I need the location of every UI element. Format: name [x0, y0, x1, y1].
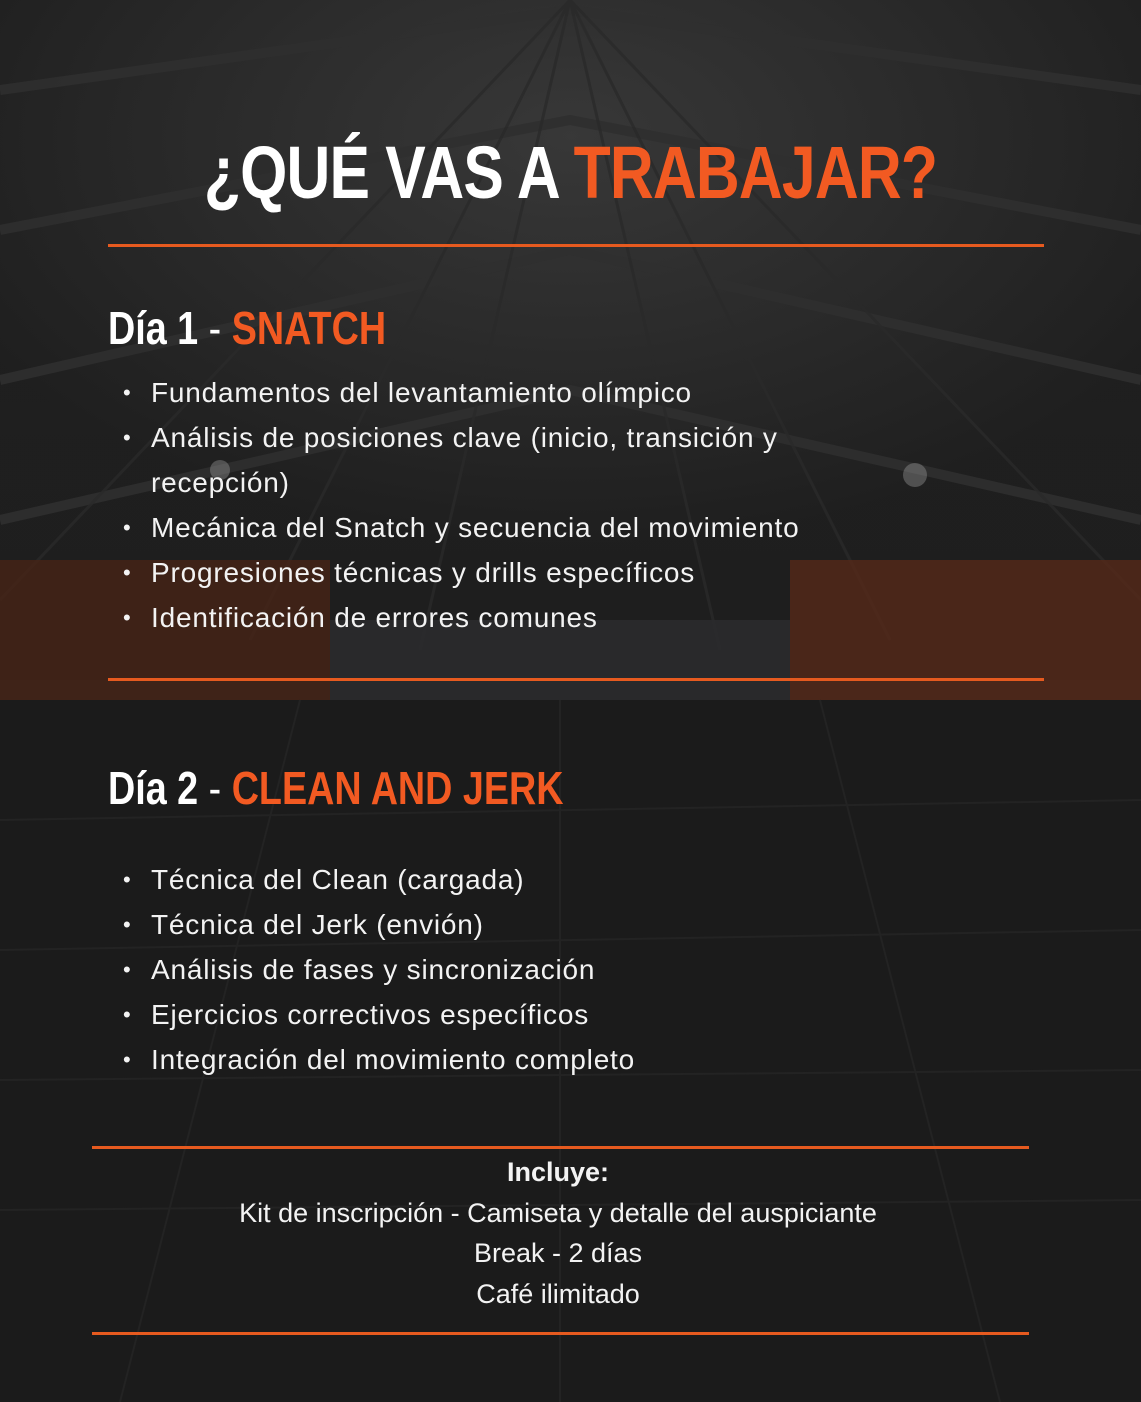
list-item-text: Análisis de fases y sincronización — [151, 954, 596, 985]
day2-label: Día 2 — [108, 762, 199, 814]
list-item-text: Integración del movimiento completo — [151, 1044, 636, 1075]
bullet-icon: • — [123, 1002, 132, 1027]
divider-bottom — [92, 1332, 1029, 1335]
list-item-text: Técnica del Clean (cargada) — [151, 864, 525, 895]
day1-separator: - — [198, 302, 232, 354]
includes-line: Café ilimitado — [476, 1278, 640, 1309]
list-item — [120, 992, 635, 1037]
list-item — [120, 415, 799, 460]
list-item — [120, 370, 799, 415]
day2-list — [120, 857, 635, 1082]
list-item — [120, 902, 635, 947]
bullet-icon: • — [123, 380, 132, 405]
divider-middle — [108, 678, 1044, 681]
includes-heading: Incluye: — [506, 1157, 610, 1187]
list-item-text: Técnica del Jerk (envión) — [151, 909, 484, 940]
bullet-icon: • — [123, 912, 132, 937]
day1-label: Día 1 — [108, 302, 199, 354]
includes-line: Break - 2 días — [473, 1238, 643, 1268]
list-item-text: Mecánica del Snatch y secuencia del movimiento — [151, 512, 800, 543]
list-item — [120, 595, 799, 640]
day1-name: SNATCH — [231, 302, 387, 354]
bullet-icon: • — [123, 867, 132, 892]
bullet-icon: • — [123, 605, 132, 630]
list-item — [120, 550, 799, 595]
list-item-text: Análisis de posiciones clave (inicio, transición y — [151, 422, 778, 453]
page-title — [103, 128, 1039, 218]
bullet-icon: • — [123, 1047, 132, 1072]
list-item-continuation — [120, 460, 799, 505]
includes-line: Kit de inscripción - Camiseta y detalle del auspiciante — [239, 1197, 877, 1228]
bullet-icon: • — [123, 425, 132, 450]
day1-heading — [108, 300, 386, 356]
divider-includes-top — [92, 1146, 1029, 1149]
list-item — [120, 857, 635, 902]
bullet-icon: • — [123, 515, 132, 540]
day2-name: CLEAN AND JERK — [231, 762, 564, 814]
day2-separator: - — [198, 762, 232, 814]
list-item-text: Fundamentos del levantamiento olímpico — [151, 377, 692, 408]
list-item — [120, 505, 799, 550]
list-item-text: recepción) — [151, 467, 290, 498]
title-highlight: TRABAJAR? — [573, 131, 938, 214]
list-item-text: Identificación de errores comunes — [151, 602, 598, 633]
day2-heading — [108, 760, 564, 816]
bullet-icon: • — [123, 957, 132, 982]
list-item-text: Progresiones técnicas y drills específicos — [151, 557, 696, 588]
includes-section — [0, 1152, 1116, 1314]
title-prefix: ¿QUÉ VAS A — [203, 131, 574, 214]
divider-top — [108, 244, 1044, 247]
list-item — [120, 1037, 635, 1082]
list-item-text: Ejercicios correctivos específicos — [151, 999, 589, 1030]
bullet-icon: • — [123, 560, 132, 585]
day1-list — [120, 370, 799, 640]
list-item — [120, 947, 635, 992]
